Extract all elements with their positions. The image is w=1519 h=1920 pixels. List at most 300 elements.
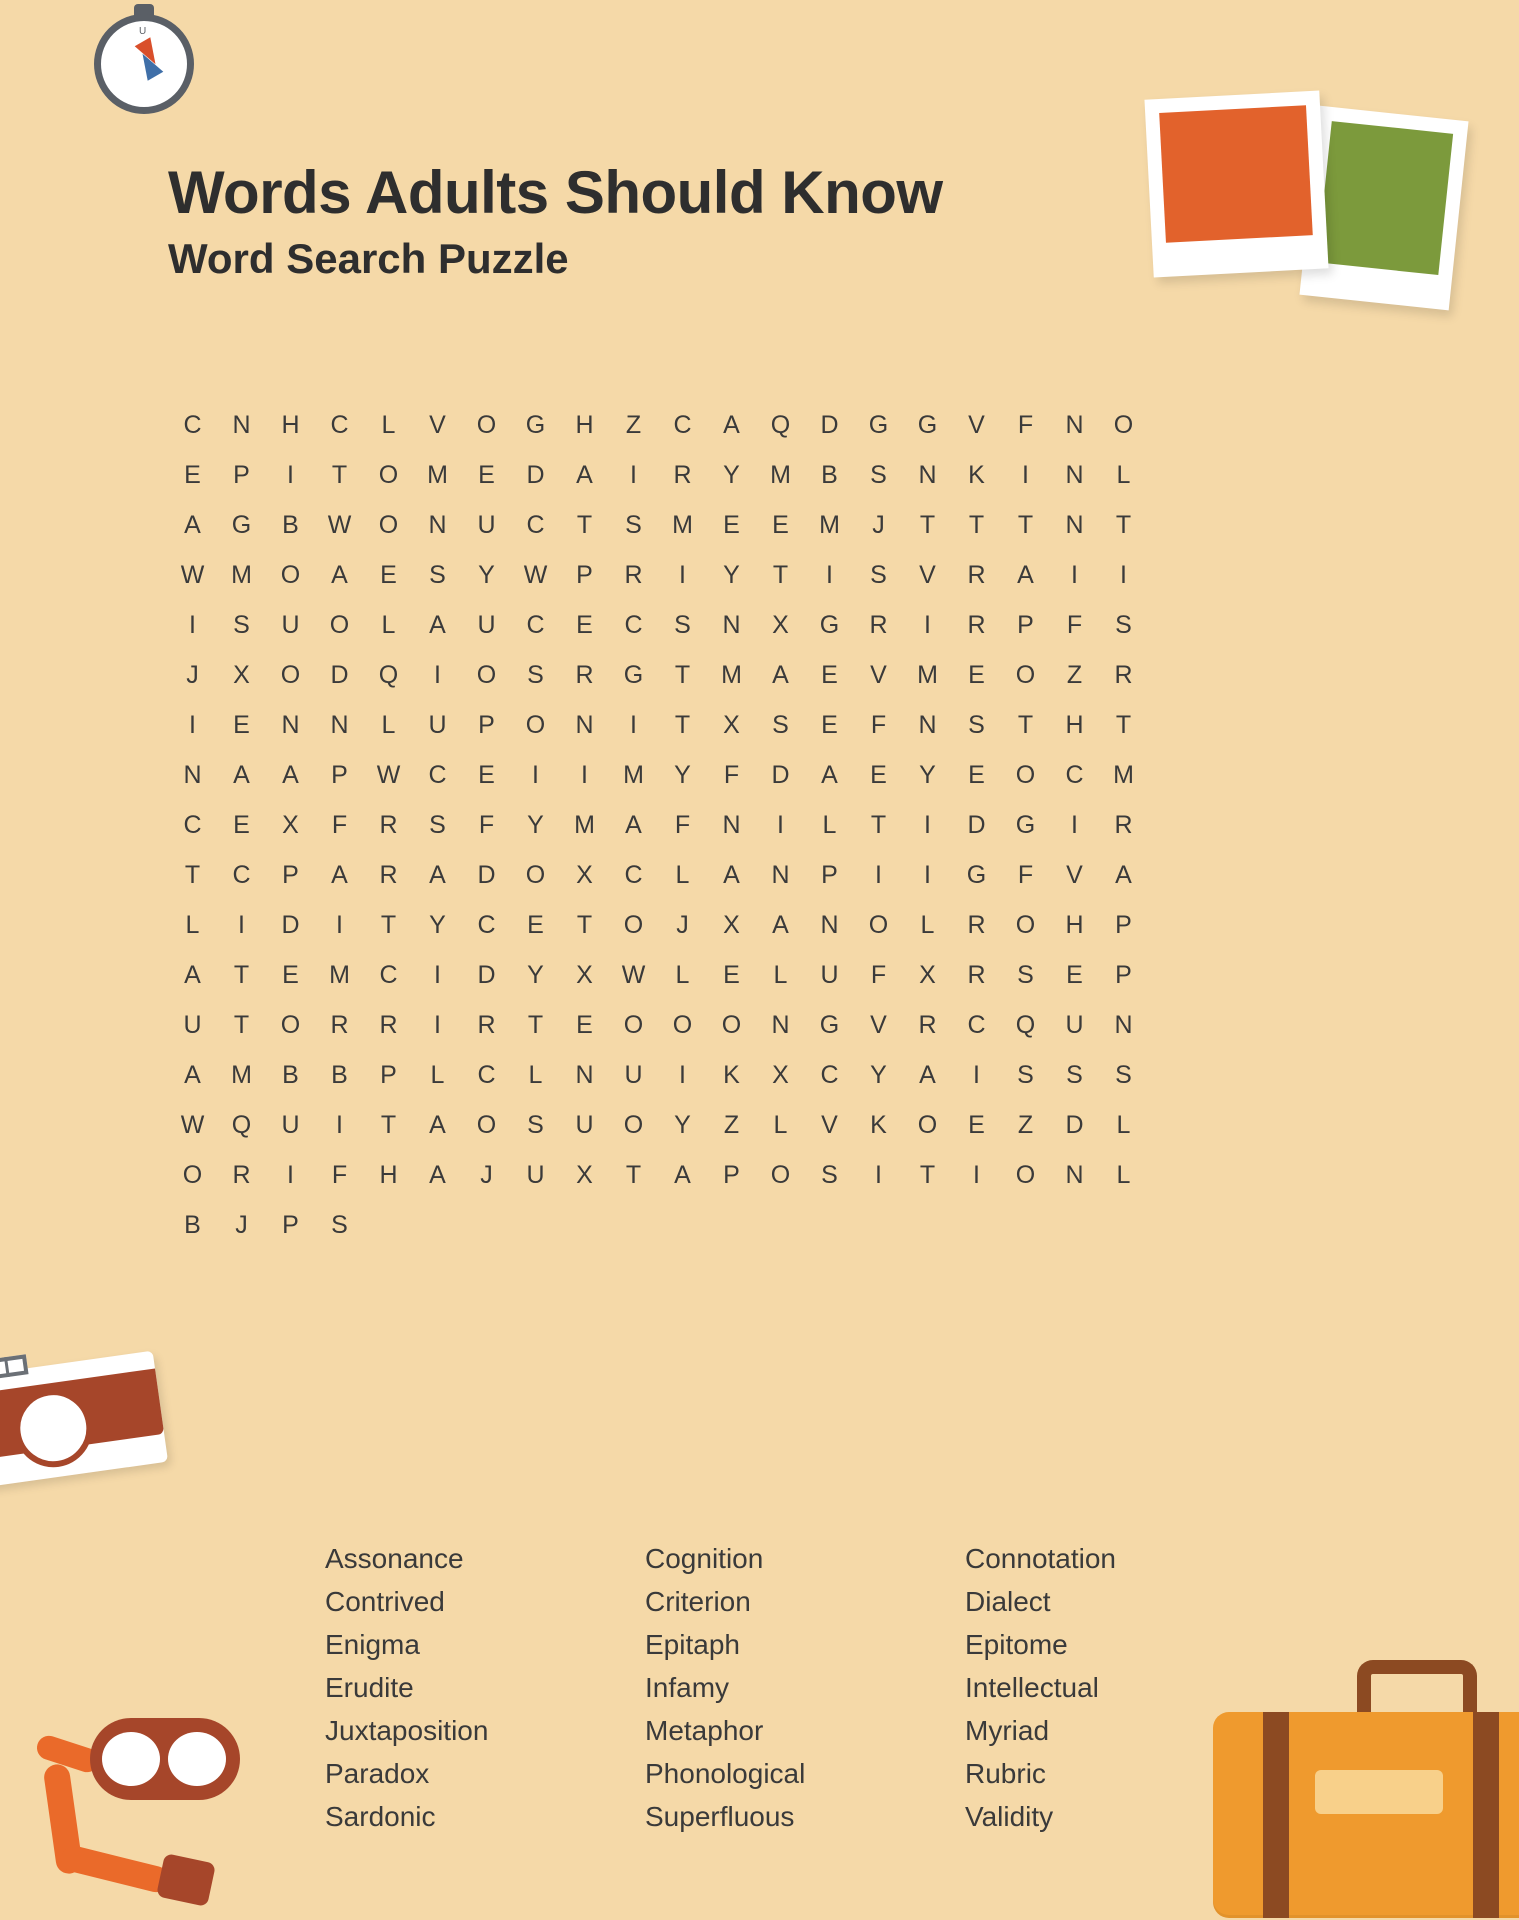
grid-cell: P — [380, 1061, 397, 1089]
grid-cell: I — [434, 661, 441, 689]
grid-cell: L — [822, 811, 837, 839]
grid-cell: L — [381, 411, 396, 439]
grid-cell: R — [232, 1161, 251, 1189]
grid-cell: I — [679, 561, 686, 589]
grid-cell: E — [1066, 961, 1083, 989]
grid-cell: E — [233, 811, 250, 839]
grid-cell: W — [523, 561, 548, 589]
grid-cell: G — [966, 861, 987, 889]
grid-cell: T — [772, 561, 789, 589]
grid-cell: A — [233, 761, 250, 789]
grid-cell: I — [336, 911, 343, 939]
grid-cell: C — [379, 961, 398, 989]
word-list-item: Dialect — [965, 1586, 1051, 1617]
grid-cell: Z — [625, 411, 642, 439]
grid-cell: L — [381, 611, 396, 639]
grid-cell: Y — [527, 961, 544, 989]
grid-cell: S — [331, 1211, 348, 1239]
grid-cell: R — [918, 1011, 937, 1039]
grid-cell: R — [330, 1011, 349, 1039]
grid-cell: S — [821, 1161, 838, 1189]
grid-cell: G — [868, 411, 889, 439]
grid-cell: N — [1065, 461, 1084, 489]
word-list-item: Enigma — [325, 1629, 420, 1660]
grid-cell: Z — [1017, 1111, 1034, 1139]
grid-cell: T — [919, 511, 936, 539]
grid-cell: X — [772, 611, 789, 639]
grid-cell: C — [183, 811, 202, 839]
grid-cell: A — [184, 511, 201, 539]
grid-cell: O — [280, 661, 301, 689]
grid-cell: W — [180, 561, 205, 589]
grid-cell: A — [723, 411, 740, 439]
grid-cell: O — [1015, 1161, 1036, 1189]
grid-cell: D — [477, 961, 496, 989]
page-title: Words Adults Should Know — [168, 159, 943, 226]
grid-cell: E — [968, 1111, 985, 1139]
grid-cell: A — [282, 761, 299, 789]
grid-cell: G — [525, 411, 546, 439]
grid-cell: A — [429, 611, 446, 639]
grid-cell: V — [919, 561, 936, 589]
grid-cell: P — [576, 561, 593, 589]
grid-cell: L — [675, 961, 690, 989]
word-list-item: Cognition — [645, 1543, 764, 1574]
grid-cell: T — [1115, 511, 1132, 539]
grid-cell: R — [673, 461, 692, 489]
page-subtitle: Word Search Puzzle — [168, 235, 569, 282]
grid-cell: D — [967, 811, 986, 839]
grid-cell: E — [233, 711, 250, 739]
grid-cell: P — [821, 861, 838, 889]
grid-cell: A — [723, 861, 740, 889]
grid-cell: N — [232, 411, 251, 439]
grid-cell: F — [1066, 611, 1083, 639]
grid-cell: D — [477, 861, 496, 889]
grid-cell: Y — [674, 1111, 691, 1139]
suitcase-label-plate — [1315, 1770, 1443, 1814]
grid-cell: U — [281, 1111, 300, 1139]
grid-cell: X — [576, 961, 593, 989]
grid-cell: K — [723, 1061, 740, 1089]
grid-cell: Y — [527, 811, 544, 839]
grid-cell: S — [625, 511, 642, 539]
grid-cell: F — [723, 761, 740, 789]
grid-cell: Y — [674, 761, 691, 789]
grid-cell: Y — [478, 561, 495, 589]
grid-cell: U — [575, 1111, 594, 1139]
grid-cell: C — [624, 611, 643, 639]
grid-cell: S — [429, 561, 446, 589]
grid-cell: O — [1015, 661, 1036, 689]
grid-cell: O — [280, 1011, 301, 1039]
grid-cell: J — [480, 1161, 493, 1189]
grid-cell: C — [820, 1061, 839, 1089]
grid-cell: I — [1022, 461, 1029, 489]
grid-cell: N — [1114, 1011, 1133, 1039]
grid-cell: O — [378, 461, 399, 489]
grid-cell: C — [232, 861, 251, 889]
grid-cell: U — [281, 611, 300, 639]
grid-cell: F — [331, 1161, 348, 1189]
grid-cell: U — [820, 961, 839, 989]
grid-cell: B — [331, 1061, 348, 1089]
grid-cell: N — [918, 461, 937, 489]
grid-cell: S — [1017, 1061, 1034, 1089]
grid-cell: R — [477, 1011, 496, 1039]
grid-cell: T — [233, 1011, 250, 1039]
grid-cell: I — [1071, 811, 1078, 839]
grid-cell: F — [1017, 861, 1034, 889]
grid-cell: T — [968, 511, 985, 539]
grid-cell: K — [968, 461, 985, 489]
grid-cell: I — [630, 461, 637, 489]
grid-cell: P — [1115, 911, 1132, 939]
grid-cell: A — [429, 1111, 446, 1139]
grid-cell: N — [918, 711, 937, 739]
grid-cell: E — [968, 661, 985, 689]
grid-cell: I — [875, 861, 882, 889]
grid-cell: D — [526, 461, 545, 489]
grid-cell: T — [1115, 711, 1132, 739]
grid-cell: V — [1066, 861, 1083, 889]
grid-cell: O — [525, 861, 546, 889]
word-list-item: Rubric — [965, 1758, 1046, 1789]
grid-cell: N — [1065, 411, 1084, 439]
grid-cell: L — [1116, 461, 1131, 489]
grid-cell: U — [477, 611, 496, 639]
grid-cell: V — [870, 661, 887, 689]
word-list-item: Intellectual — [965, 1672, 1099, 1703]
grid-cell: M — [574, 811, 595, 839]
grid-cell: B — [282, 1061, 299, 1089]
grid-cell: S — [1017, 961, 1034, 989]
grid-cell: N — [820, 911, 839, 939]
grid-cell: E — [576, 611, 593, 639]
compass-north-label: U — [139, 26, 147, 37]
grid-cell: O — [182, 1161, 203, 1189]
grid-cell: I — [532, 761, 539, 789]
grid-cell: N — [771, 861, 790, 889]
grid-cell: S — [870, 461, 887, 489]
grid-cell: A — [1115, 861, 1132, 889]
suitcase-handle — [1357, 1660, 1477, 1716]
grid-cell: I — [875, 1161, 882, 1189]
grid-cell: B — [184, 1211, 201, 1239]
grid-cell: J — [872, 511, 885, 539]
grid-cell: N — [281, 711, 300, 739]
grid-cell: N — [330, 711, 349, 739]
grid-cell: P — [1017, 611, 1034, 639]
grid-cell: T — [184, 861, 201, 889]
grid-cell: R — [967, 911, 986, 939]
grid-cell: M — [231, 1061, 252, 1089]
grid-cell: P — [478, 711, 495, 739]
grid-cell: F — [331, 811, 348, 839]
grid-cell: S — [968, 711, 985, 739]
grid-cell: N — [575, 1061, 594, 1089]
grid-cell: I — [434, 1011, 441, 1039]
grid-cell: O — [672, 1011, 693, 1039]
grid-cell: I — [924, 861, 931, 889]
grid-cell: H — [379, 1161, 398, 1189]
grid-cell: T — [331, 461, 348, 489]
goggles-lens-left — [102, 1732, 160, 1786]
grid-cell: C — [624, 861, 643, 889]
grid-cell: Y — [723, 461, 740, 489]
grid-cell: E — [380, 561, 397, 589]
goggles-mask — [90, 1718, 240, 1800]
grid-cell: N — [722, 611, 741, 639]
grid-cell: A — [184, 961, 201, 989]
grid-cell: T — [576, 511, 593, 539]
grid-cell: O — [868, 911, 889, 939]
grid-cell: X — [723, 711, 740, 739]
grid-cell: T — [1017, 511, 1034, 539]
grid-cell: O — [476, 661, 497, 689]
grid-cell: R — [869, 611, 888, 639]
grid-cell: Y — [429, 911, 446, 939]
grid-cell: A — [625, 811, 642, 839]
word-list-item: Assonance — [325, 1543, 464, 1574]
grid-cell: I — [679, 1061, 686, 1089]
grid-cell: O — [280, 561, 301, 589]
grid-cell: M — [721, 661, 742, 689]
grid-cell: T — [233, 961, 250, 989]
grid-cell: O — [329, 611, 350, 639]
grid-cell: D — [820, 411, 839, 439]
word-list-column — [965, 1537, 1285, 1838]
grid-cell: D — [1065, 1111, 1084, 1139]
grid-cell: E — [478, 461, 495, 489]
grid-cell: L — [920, 911, 935, 939]
grid-cell: A — [821, 761, 838, 789]
grid-cell: I — [189, 611, 196, 639]
grid-cell: M — [231, 561, 252, 589]
grid-cell: S — [772, 711, 789, 739]
grid-cell: R — [624, 561, 643, 589]
grid-cell: S — [429, 811, 446, 839]
grid-cell: C — [526, 511, 545, 539]
grid-cell: D — [330, 661, 349, 689]
grid-cell: A — [331, 861, 348, 889]
grid-cell: T — [919, 1161, 936, 1189]
grid-cell: P — [282, 1211, 299, 1239]
grid-cell: V — [429, 411, 446, 439]
grid-cell: C — [526, 611, 545, 639]
grid-cell: E — [870, 761, 887, 789]
grid-cell: P — [723, 1161, 740, 1189]
grid-cell: W — [327, 511, 352, 539]
grid-cell: P — [1115, 961, 1132, 989]
grid-cell: I — [924, 811, 931, 839]
grid-cell: N — [771, 1011, 790, 1039]
grid-cell: E — [478, 761, 495, 789]
word-list-item: Validity — [965, 1801, 1054, 1832]
grid-cell: X — [919, 961, 936, 989]
grid-cell: A — [576, 461, 593, 489]
grid-cell: U — [624, 1061, 643, 1089]
grid-cell: H — [281, 411, 300, 439]
polaroid-orange — [1144, 91, 1328, 278]
grid-cell: D — [281, 911, 300, 939]
compass-icon — [88, 4, 206, 122]
grid-cell: O — [378, 511, 399, 539]
grid-cell: T — [870, 811, 887, 839]
grid-cell: S — [870, 561, 887, 589]
grid-cell: C — [967, 1011, 986, 1039]
grid-cell: L — [773, 961, 788, 989]
grid-cell: I — [826, 561, 833, 589]
grid-cell: F — [1017, 411, 1034, 439]
word-list — [325, 1537, 1285, 1838]
grid-cell: X — [233, 661, 250, 689]
grid-cell: W — [376, 761, 401, 789]
word-list-item: Contrived — [325, 1586, 445, 1617]
grid-cell: M — [917, 661, 938, 689]
grid-cell: C — [1065, 761, 1084, 789]
grid-cell: F — [478, 811, 495, 839]
goggles-tube-lower — [58, 1843, 171, 1895]
grid-cell: C — [477, 1061, 496, 1089]
grid-cell: A — [184, 1061, 201, 1089]
grid-cell: O — [1015, 761, 1036, 789]
grid-cell: E — [723, 511, 740, 539]
grid-cell: A — [429, 861, 446, 889]
grid-cell: R — [967, 561, 986, 589]
suitcase-strap-right — [1473, 1712, 1499, 1918]
grid-cell: E — [772, 511, 789, 539]
grid-cell: Z — [723, 1111, 740, 1139]
grid-cell: I — [287, 461, 294, 489]
grid-cell: X — [576, 861, 593, 889]
grid-cell: I — [287, 1161, 294, 1189]
grid-cell: I — [189, 711, 196, 739]
grid-cell: S — [527, 1111, 544, 1139]
grid-cell: B — [282, 511, 299, 539]
word-list-item: Juxtaposition — [325, 1715, 489, 1746]
grid-cell: V — [821, 1111, 838, 1139]
grid-cell: N — [722, 811, 741, 839]
grid-cell: R — [1114, 661, 1133, 689]
grid-cell: F — [870, 711, 887, 739]
grid-cell: E — [184, 461, 201, 489]
grid-cell: N — [428, 511, 447, 539]
grid-cell: J — [186, 661, 199, 689]
grid-cell: R — [1114, 811, 1133, 839]
grid-cell: K — [870, 1111, 887, 1139]
grid-cell: H — [1065, 711, 1084, 739]
grid-cell: X — [772, 1061, 789, 1089]
word-list-item: Paradox — [325, 1758, 430, 1789]
grid-cell: L — [773, 1111, 788, 1139]
grid-cell: E — [282, 961, 299, 989]
word-list-column — [645, 1537, 965, 1838]
grid-cell: H — [575, 411, 594, 439]
grid-cell: C — [477, 911, 496, 939]
word-list-item: Superfluous — [645, 1801, 795, 1832]
grid-cell: S — [1115, 1061, 1132, 1089]
grid-cell: T — [1017, 711, 1034, 739]
grid-cell: O — [476, 411, 497, 439]
grid-cell: J — [235, 1211, 248, 1239]
grid-cell: A — [331, 561, 348, 589]
word-list-item: Epitaph — [645, 1629, 740, 1660]
grid-cell: L — [675, 861, 690, 889]
grid-cell: U — [183, 1011, 202, 1039]
grid-cell: S — [674, 611, 691, 639]
grid-cell: L — [528, 1061, 543, 1089]
grid-cell: A — [429, 1161, 446, 1189]
grid-cell: N — [1065, 511, 1084, 539]
grid-cell: H — [1065, 911, 1084, 939]
grid-cell: M — [819, 511, 840, 539]
grid-cell: I — [336, 1111, 343, 1139]
grid-cell: N — [575, 711, 594, 739]
grid-cell: E — [821, 661, 838, 689]
grid-cell: Z — [1066, 661, 1083, 689]
grid-cell: X — [723, 911, 740, 939]
grid-cell: C — [183, 411, 202, 439]
grid-cell: R — [379, 1011, 398, 1039]
grid-cell: T — [576, 911, 593, 939]
grid-cell: E — [968, 761, 985, 789]
word-list-item: Infamy — [645, 1672, 730, 1703]
grid-cell: R — [967, 611, 986, 639]
grid-cell: V — [870, 1011, 887, 1039]
grid-cell: Y — [919, 761, 936, 789]
grid-cell: C — [428, 761, 447, 789]
grid-cell: O — [770, 1161, 791, 1189]
grid-cell: C — [673, 411, 692, 439]
grid-cell: I — [630, 711, 637, 739]
grid-cell: L — [1116, 1111, 1131, 1139]
grid-cell: I — [238, 911, 245, 939]
grid-cell: O — [476, 1111, 497, 1139]
word-search-grid — [168, 400, 1148, 1250]
grid-cell: G — [819, 611, 840, 639]
word-list-item: Myriad — [965, 1715, 1050, 1746]
grid-cell: I — [973, 1061, 980, 1089]
grid-cell: N — [1065, 1161, 1084, 1189]
grid-cell: M — [427, 461, 448, 489]
grid-cell: M — [1113, 761, 1134, 789]
grid-cell: B — [821, 461, 838, 489]
word-list-item: Connotation — [965, 1543, 1117, 1574]
grid-cell: D — [771, 761, 790, 789]
grid-cell: A — [772, 911, 789, 939]
grid-cell: Y — [723, 561, 740, 589]
grid-cell: I — [1071, 561, 1078, 589]
grid-cell: U — [526, 1161, 545, 1189]
grid-cell: G — [623, 661, 644, 689]
grid-cell: M — [329, 961, 350, 989]
grid-cell: M — [623, 761, 644, 789]
grid-cell: E — [576, 1011, 593, 1039]
goggles-mouthpiece — [156, 1853, 216, 1907]
grid-cell: A — [919, 1061, 936, 1089]
grid-cell: T — [674, 661, 691, 689]
grid-cell: A — [1017, 561, 1034, 589]
grid-cell: I — [434, 961, 441, 989]
grid-cell: I — [924, 611, 931, 639]
grid-cell: S — [233, 611, 250, 639]
grid-cell: O — [623, 1111, 644, 1139]
grid-cell: T — [380, 1111, 397, 1139]
grid-cell: O — [1015, 911, 1036, 939]
grid-cell: F — [674, 811, 691, 839]
grid-cell: O — [917, 1111, 938, 1139]
